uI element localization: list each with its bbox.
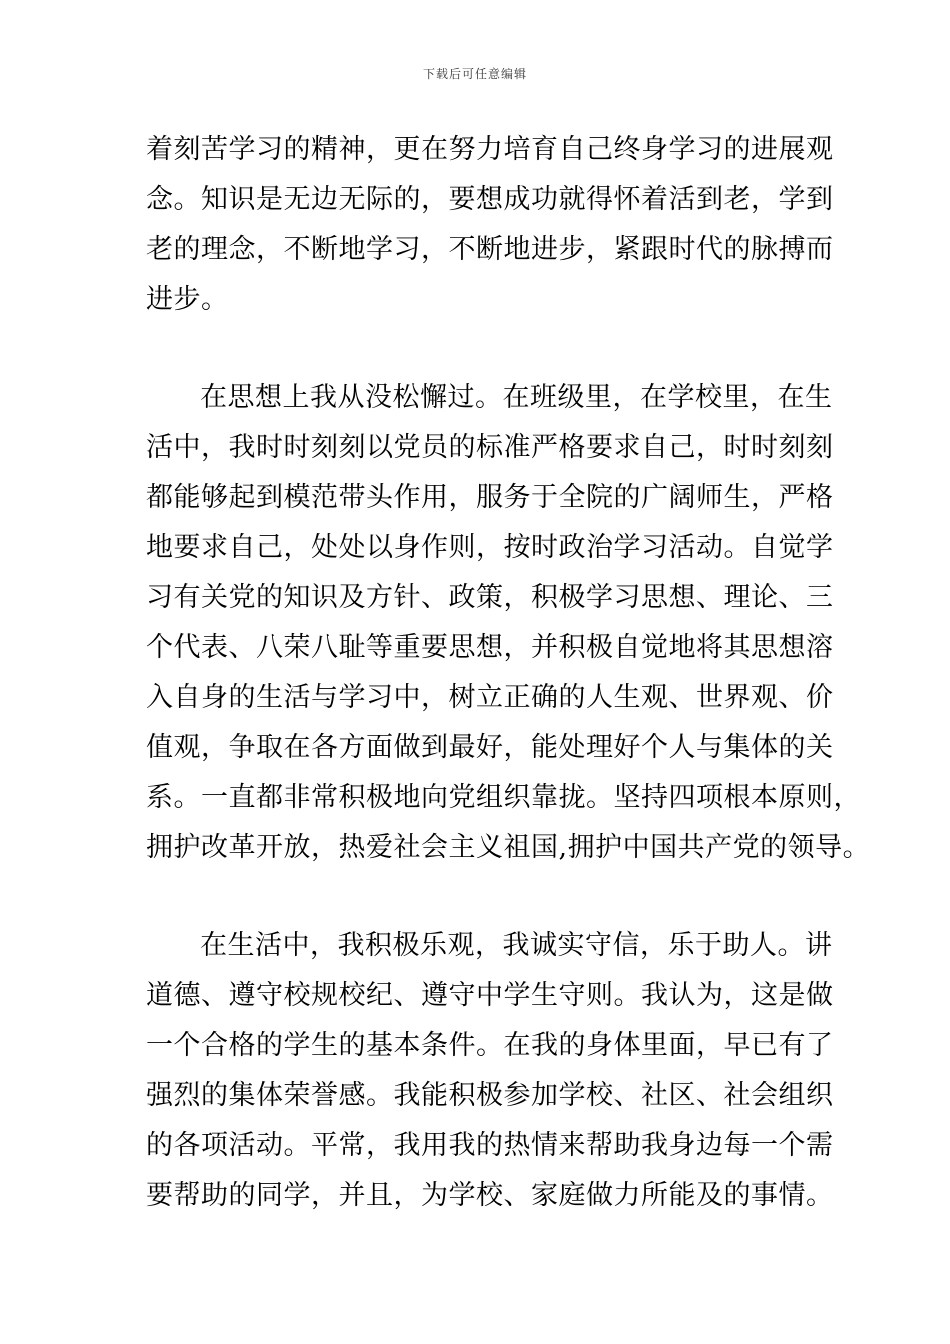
paragraph-1-line-1: 着刻苦学习的精神，更在努力培育自己终身学习的进展观 <box>146 134 834 165</box>
paragraph-2-line-8: 值观，争取在各方面做到最好，能处理好个人与集体的关 <box>146 732 834 763</box>
paragraph-2-line-7: 入自身的生活与学习中，树立正确的人生观、世界观、价 <box>146 682 834 713</box>
paragraph-3-line-2: 道德、遵守校规校纪、遵守中学生守则。我认为，这是做 <box>146 980 834 1011</box>
paragraph-2-line-4: 地要求自己，处处以身作则，按时政治学习活动。自觉学 <box>146 532 834 563</box>
paragraph-2-line-5: 习有关党的知识及方针、政策，积极学习思想、理论、三 <box>146 582 834 613</box>
paragraph-2-line-1: 在思想上我从没松懈过。在班级里，在学校里，在生 <box>200 382 833 413</box>
paragraph-3-line-5: 的各项活动。平常，我用我的热情来帮助我身边每一个需 <box>146 1130 834 1161</box>
paragraph-3-line-3: 一个合格的学生的基本条件。在我的身体里面，早已有了 <box>146 1030 834 1061</box>
paragraph-2-line-9: 系。一直都非常积极地向党组织靠拢。坚持四项根本原则， <box>146 782 861 813</box>
paragraph-2-line-3: 都能够起到模范带头作用，服务于全院的广阔师生，严格 <box>146 482 834 513</box>
paragraph-2-line-2: 活中，我时时刻刻以党员的标准严格要求自己，时时刻刻 <box>146 432 834 463</box>
paragraph-1-line-3: 老的理念，不断地学习，不断地进步，紧跟时代的脉搏而 <box>146 234 834 265</box>
paragraph-3-line-1: 在生活中，我积极乐观，我诚实守信，乐于助人。讲 <box>200 930 833 961</box>
paragraph-1-line-2: 念。知识是无边无际的，要想成功就得怀着活到老，学到 <box>146 184 834 215</box>
paragraph-3-line-6: 要帮助的同学，并且，为学校、家庭做力所能及的事情。 <box>146 1180 834 1211</box>
paragraph-3-line-4: 强烈的集体荣誉感。我能积极参加学校、社区、社会组织 <box>146 1080 834 1111</box>
paragraph-2-line-6: 个代表、八荣八耻等重要思想，并积极自觉地将其思想溶 <box>146 632 834 663</box>
paragraph-1-line-4: 进步。 <box>146 284 229 315</box>
paragraph-2-line-10: 拥护改革开放，热爱社会主义祖国,拥护中国共产党的领导。 <box>146 832 871 863</box>
page-header: 下载后可任意编辑 <box>422 67 527 81</box>
